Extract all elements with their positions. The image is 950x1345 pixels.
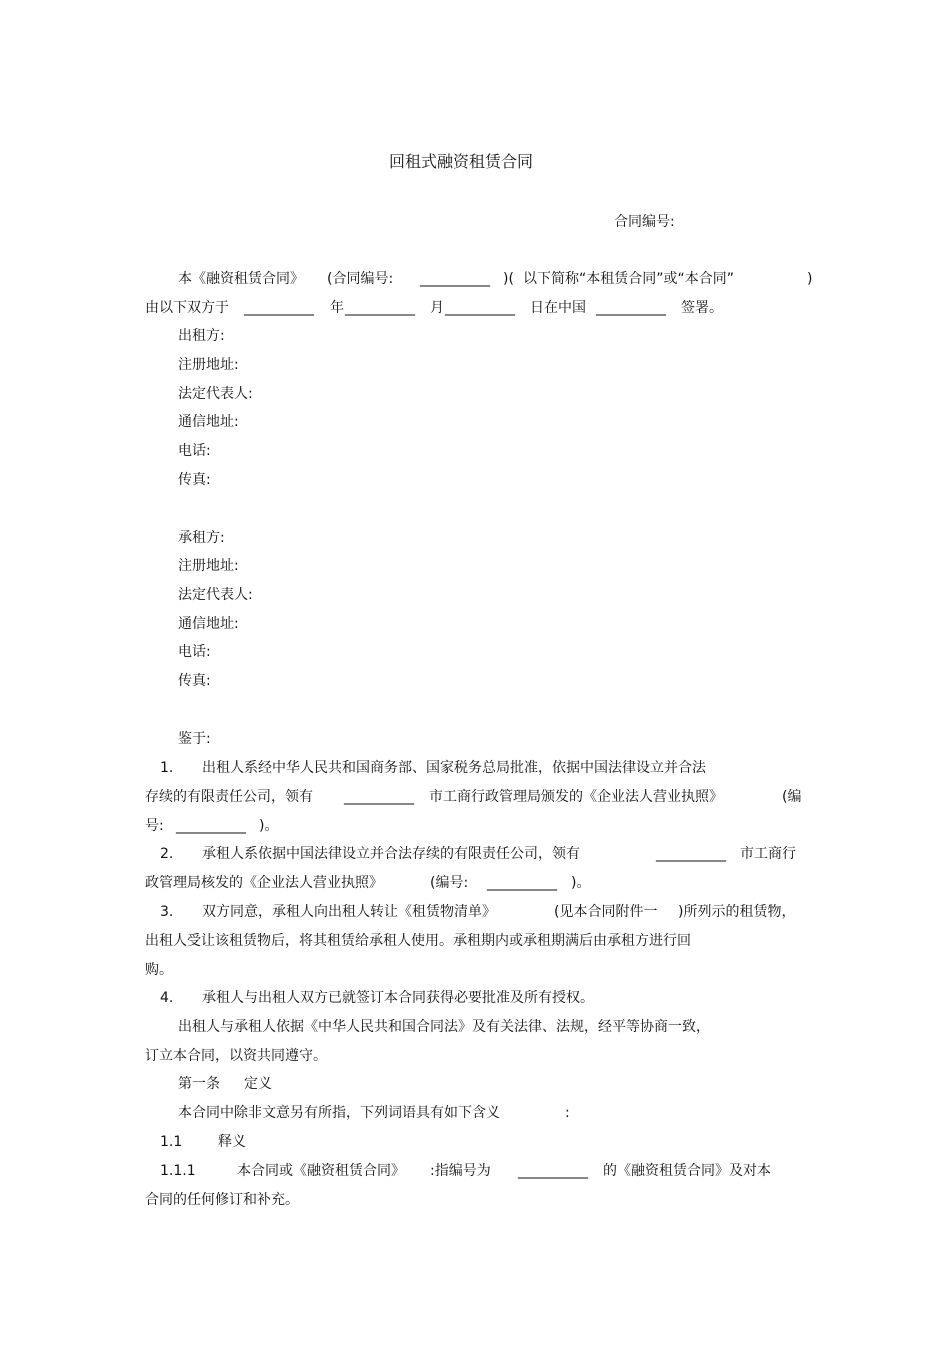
fill-blank: __________ [596, 300, 666, 316]
item-text: 承租人与出租人双方已就签订本合同获得必要批准及所有授权。 [202, 990, 594, 1006]
section-text: 的《融资租赁合同》及对本 [603, 1163, 771, 1179]
lessor-field: 注册地址: [178, 357, 239, 373]
section-number: 1.1.1 [160, 1163, 196, 1179]
item-text: 政管理局核发的《企业法人营业执照》 [145, 875, 383, 891]
article-title: 定义 [244, 1076, 272, 1092]
fill-blank: __________ [518, 1163, 588, 1179]
document-title: 回租式融资租赁合同 [389, 152, 534, 171]
lessor-field: 法定代表人: [178, 386, 253, 402]
lessor-field: 通信地址: [178, 414, 239, 430]
section-text: :指编号为 [430, 1163, 491, 1179]
item-text: 双方同意，承租人向出租人转让《租赁物清单》 [202, 904, 496, 920]
lessee-field: 通信地址: [178, 616, 239, 632]
item-text: 市工商行 [740, 846, 796, 862]
paragraph-text: 本合同中除非文意另有所指，下列词语具有如下含义 [178, 1105, 500, 1121]
preamble-text: )( [503, 271, 514, 287]
fill-blank: __________ [176, 818, 246, 834]
item-text: 出租人系经中华人民共和国商务部、国家税务总局批准，依据中国法律设立并合法 [202, 760, 706, 776]
whereas-label: 鉴于: [178, 731, 211, 747]
preamble-text: 年 [330, 300, 344, 316]
lessee-field: 承租方: [178, 530, 225, 546]
item-text: (编 [782, 789, 802, 805]
fill-blank: __________ [420, 271, 490, 287]
item-text: )。 [571, 875, 591, 891]
item-text: (编号: [430, 875, 469, 891]
item-number: 4. [160, 990, 174, 1006]
paragraph-text: : [565, 1105, 570, 1121]
paragraph-text: 出租人与承租人依据《中华人民共和国合同法》及有关法律、法规，经平等协商一致， [178, 1019, 710, 1035]
fill-blank: __________ [344, 789, 414, 805]
item-text: (见本合同附件一 [554, 904, 658, 920]
preamble-text: 月 [430, 300, 444, 316]
article-number: 第一条 [178, 1076, 220, 1092]
item-text: 出租人受让该租赁物后，将其租赁给承租人使用。承租期内或承租期满后由承租方进行回 [145, 933, 691, 949]
lessee-field: 传真: [178, 673, 211, 689]
lessee-field: 法定代表人: [178, 587, 253, 603]
section-title: 释义 [218, 1134, 246, 1150]
item-text: 购。 [145, 962, 173, 978]
contract-number-label: 合同编号: [614, 214, 675, 230]
item-text: 号: [145, 818, 164, 834]
fill-blank: __________ [345, 300, 415, 316]
item-text: 存续的有限责任公司，领有 [145, 789, 313, 805]
preamble-text: 日在中国 [530, 300, 586, 316]
section-number: 1.1 [160, 1134, 183, 1150]
lessor-field: 传真: [178, 472, 211, 488]
item-text: 市工商行政管理局颁发的《企业法人营业执照》 [429, 789, 723, 805]
item-number: 2. [160, 846, 174, 862]
item-text: )。 [259, 818, 279, 834]
item-number: 1. [160, 760, 174, 776]
fill-blank: __________ [445, 300, 515, 316]
preamble-text: 本《融资租赁合同》 [178, 271, 304, 287]
lessee-field: 注册地址: [178, 558, 239, 574]
lessor-field: 出租方: [178, 328, 225, 344]
preamble-text: 由以下双方于 [145, 300, 229, 316]
preamble-text: 以下简称“本租赁合同”或“本合同” [523, 271, 735, 287]
section-text: 合同的任何修订和补充。 [145, 1192, 299, 1208]
fill-blank: __________ [656, 846, 726, 862]
preamble-text: (合同编号: [327, 271, 394, 287]
section-text: 本合同或《融资租赁合同》 [237, 1163, 405, 1179]
lessee-field: 电话: [178, 644, 211, 660]
fill-blank: __________ [487, 875, 557, 891]
fill-blank: __________ [244, 300, 314, 316]
preamble-text: 签署。 [681, 300, 723, 316]
lessor-field: 电话: [178, 443, 211, 459]
item-number: 3. [160, 904, 174, 920]
item-text: )所列示的租赁物， [678, 904, 796, 920]
paragraph-text: 订立本合同，以资共同遵守。 [145, 1048, 327, 1064]
item-text: 承租人系依据中国法律设立并合法存续的有限责任公司，领有 [202, 846, 580, 862]
preamble-text: ) [807, 271, 813, 287]
